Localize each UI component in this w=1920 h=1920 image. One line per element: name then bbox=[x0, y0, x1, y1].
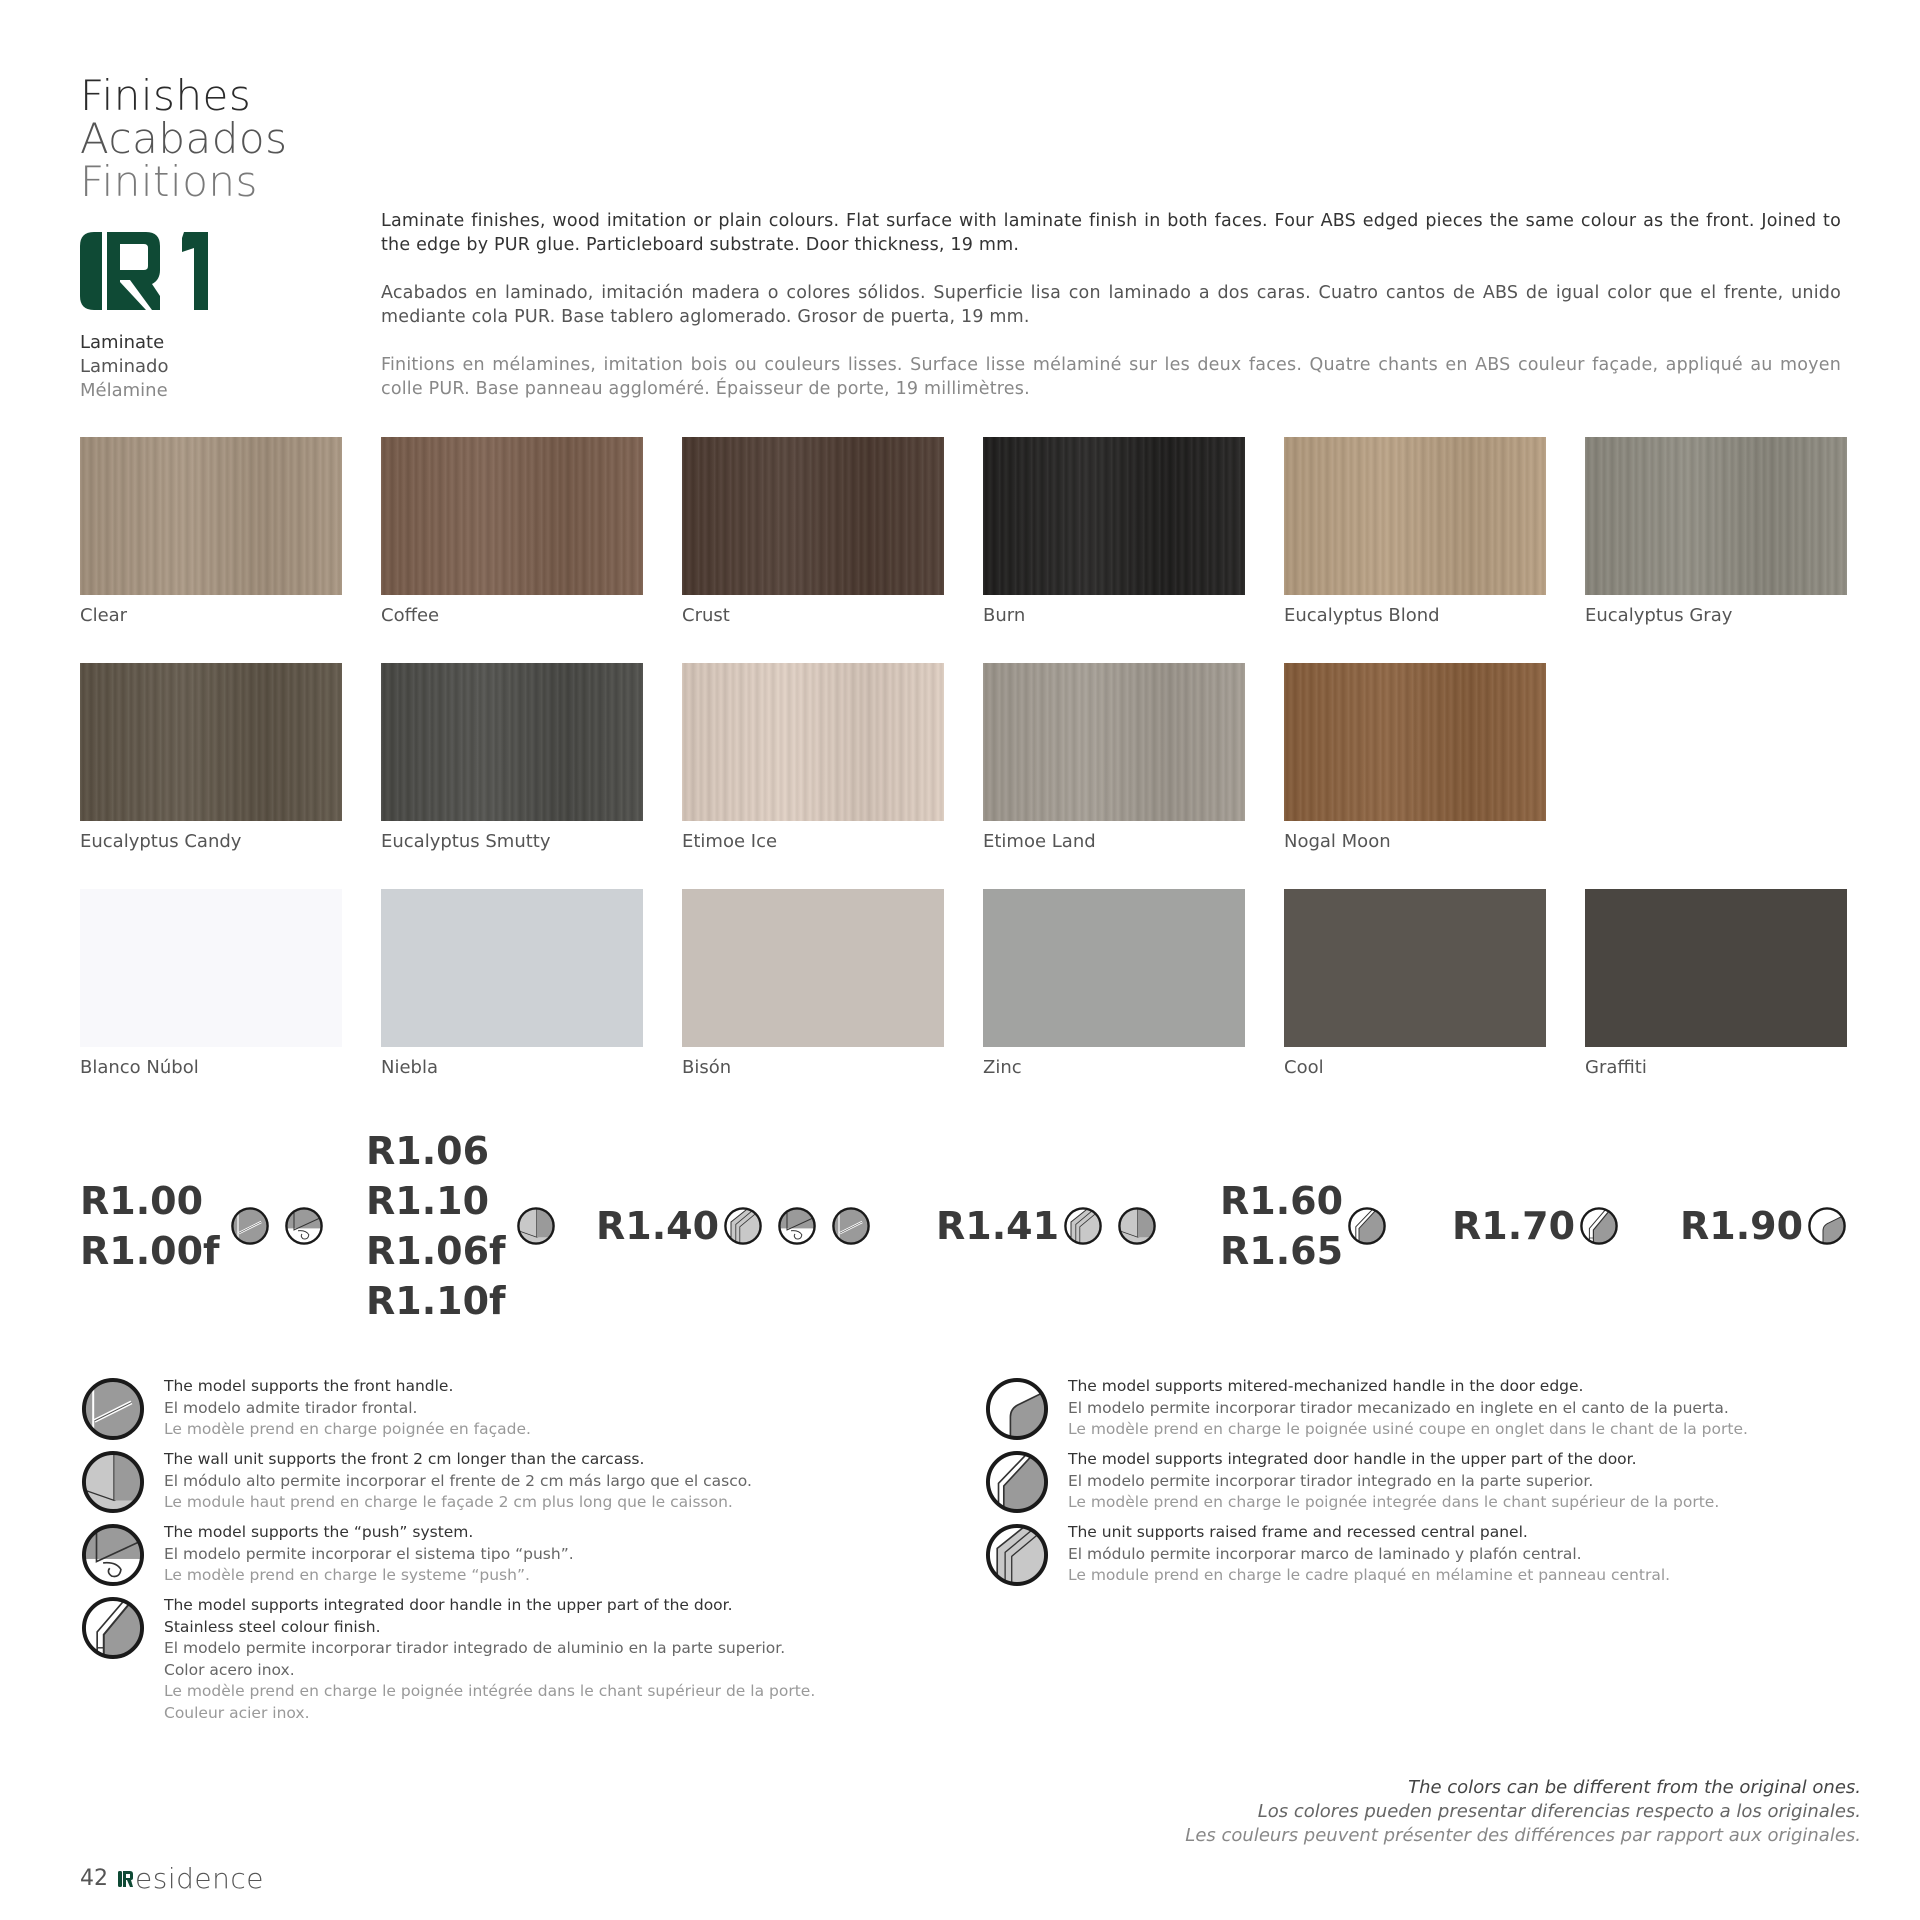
r1-logo-icon bbox=[80, 230, 210, 312]
finish-swatch bbox=[1284, 663, 1546, 821]
finish-swatch bbox=[80, 889, 342, 1047]
finish-swatch bbox=[983, 437, 1245, 595]
finish-swatch-label: Cool bbox=[1284, 1057, 1324, 1078]
legend-line-fr: Le module haut prend en charge le façade 2 cm plus long que le caisson. bbox=[164, 1493, 733, 1511]
legend-line-en: The unit supports raised frame and recessed central panel. bbox=[1068, 1523, 1528, 1541]
raised-frame-icon bbox=[723, 1206, 763, 1246]
finish-swatch-label: Eucalyptus Blond bbox=[1284, 605, 1440, 626]
front-longer-icon bbox=[80, 1449, 146, 1515]
integrated-handle-steel-icon bbox=[80, 1595, 146, 1661]
page-footer bbox=[80, 1862, 264, 1895]
model-code: R1.10 bbox=[366, 1179, 490, 1223]
legend-text bbox=[1068, 1449, 1719, 1514]
model-code-group bbox=[936, 1201, 1059, 1251]
finish-swatch bbox=[1284, 437, 1546, 595]
finish-swatch-label: Eucalyptus Smutty bbox=[381, 831, 551, 852]
mitered-handle-icon bbox=[1807, 1206, 1847, 1246]
model-code-group bbox=[596, 1201, 719, 1251]
finish-swatch bbox=[381, 663, 643, 821]
legend-line-es: Color acero inox. bbox=[164, 1660, 295, 1679]
raised-frame-icon bbox=[984, 1522, 1050, 1588]
model-code-group bbox=[366, 1126, 506, 1326]
raised-frame-icon bbox=[1063, 1206, 1103, 1246]
finish-swatch-label: Nogal Moon bbox=[1284, 831, 1391, 852]
finish-swatch-label: Graffiti bbox=[1585, 1057, 1647, 1078]
legend-line-fr: Le modèle prend en charge le poignée integrée dans le chant supérieur de la porte. bbox=[1068, 1493, 1720, 1511]
description-block bbox=[381, 209, 1841, 425]
page-title-block bbox=[80, 71, 288, 206]
subtitle-en: Laminate bbox=[80, 332, 165, 353]
color-disclaimer bbox=[1185, 1776, 1861, 1848]
finish-swatch bbox=[983, 663, 1245, 821]
push-system-icon bbox=[284, 1206, 324, 1246]
legend-line-fr: Couleur acier inox. bbox=[164, 1703, 310, 1722]
finish-swatch bbox=[80, 663, 342, 821]
legend-line-es: El modelo permite incorporar tirador integrado de aluminio en la parte superior. bbox=[164, 1639, 786, 1657]
finish-swatch bbox=[1284, 889, 1546, 1047]
legend-line-es: El modelo admite tirador frontal. bbox=[164, 1398, 418, 1417]
front-handle-icon bbox=[230, 1206, 270, 1246]
title-fr: Finitions bbox=[80, 157, 258, 206]
legend-line-es: El modelo permite incorporar el sistema tipo “push”. bbox=[164, 1544, 574, 1563]
page-number: 42 bbox=[80, 1866, 108, 1891]
legend-text bbox=[164, 1449, 752, 1514]
finish-swatch-label: Bisón bbox=[682, 1057, 732, 1078]
front-longer-icon bbox=[516, 1206, 556, 1246]
finish-swatch bbox=[381, 889, 643, 1047]
model-code: R1.70 bbox=[1452, 1204, 1576, 1248]
finish-swatch bbox=[80, 437, 342, 595]
mitered-handle-icon bbox=[984, 1376, 1050, 1442]
front-handle-icon bbox=[831, 1206, 871, 1246]
subtitle-es: Laminado bbox=[80, 356, 169, 377]
legend-text bbox=[164, 1522, 574, 1587]
model-code-group bbox=[1220, 1176, 1343, 1276]
legend-text bbox=[1068, 1522, 1670, 1587]
finish-swatch-label: Niebla bbox=[381, 1057, 438, 1078]
description-fr: Finitions en mélamines, imitation bois ou couleurs lisses. Surface lisse mélaminé sur les deux faces. Quatre chants en ABS couleur façade, appliqué au moyen colle PUR. Base panneau aggloméré. Épaisseur de porte, 19 millimètres. bbox=[381, 355, 1841, 399]
push-system-icon bbox=[777, 1206, 817, 1246]
legend-line-en: The wall unit supports the front 2 cm longer than the carcass. bbox=[164, 1450, 645, 1468]
legend-line-en: The model supports the “push” system. bbox=[164, 1523, 474, 1541]
finish-swatch-label: Eucalyptus Candy bbox=[80, 831, 242, 852]
finish-swatch-label: Blanco Núbol bbox=[80, 1057, 199, 1078]
finish-swatch-label: Zinc bbox=[983, 1057, 1022, 1078]
legend-line-en: The model supports integrated door handle in the upper part of the door. bbox=[164, 1596, 733, 1614]
finish-swatch-label: Etimoe Land bbox=[983, 831, 1096, 852]
subtitle-block bbox=[80, 331, 168, 403]
legend-line-en: The model supports mitered-mechanized handle in the door edge. bbox=[1068, 1377, 1584, 1395]
legend-line-fr: Le modèle prend en charge poignée en façade. bbox=[164, 1420, 531, 1438]
legend-text bbox=[164, 1376, 531, 1441]
title-en: Finishes bbox=[80, 71, 252, 120]
front-longer-icon bbox=[1117, 1206, 1157, 1246]
model-code-group bbox=[1452, 1201, 1575, 1251]
model-code: R1.06 bbox=[366, 1129, 490, 1173]
front-handle-icon bbox=[80, 1376, 146, 1442]
finish-swatch-label: Crust bbox=[682, 605, 730, 626]
finish-swatch-label: Etimoe Ice bbox=[682, 831, 778, 852]
finish-swatch bbox=[1585, 437, 1847, 595]
finish-swatch bbox=[381, 437, 643, 595]
model-code: R1.60 bbox=[1220, 1179, 1344, 1223]
model-code: R1.40 bbox=[596, 1204, 720, 1248]
brand-mark-icon bbox=[118, 1870, 134, 1888]
legend-line-en: The model supports integrated door handle in the upper part of the door. bbox=[1068, 1450, 1637, 1468]
model-code: R1.06f bbox=[366, 1229, 506, 1273]
model-code: R1.00 bbox=[80, 1179, 204, 1223]
model-code-group bbox=[80, 1176, 220, 1276]
disclaimer-fr: Les couleurs peuvent présenter des différences par rapport aux originales. bbox=[1185, 1825, 1861, 1846]
finish-swatch-label: Clear bbox=[80, 605, 128, 626]
legend-line-es: El módulo alto permite incorporar el frente de 2 cm más largo que el casco. bbox=[164, 1471, 752, 1490]
finish-swatch bbox=[682, 663, 944, 821]
legend-line-en: Stainless steel colour finish. bbox=[164, 1617, 381, 1636]
legend-line-fr: Le module prend en charge le cadre plaqué en mélamine et panneau central. bbox=[1068, 1566, 1671, 1584]
model-code: R1.90 bbox=[1680, 1204, 1804, 1248]
finish-swatch-label: Coffee bbox=[381, 605, 440, 626]
push-system-icon bbox=[80, 1522, 146, 1588]
finish-swatch bbox=[983, 889, 1245, 1047]
legend-line-es: El modelo permite incorporar tirador mecanizado en inglete en el canto de la puerta. bbox=[1068, 1398, 1729, 1417]
brand-name: esidence bbox=[135, 1862, 264, 1895]
legend-line-fr: Le modèle prend en charge le systeme “push”. bbox=[164, 1566, 530, 1584]
finish-swatch-label: Eucalyptus Gray bbox=[1585, 605, 1733, 626]
legend-line-es: El modelo permite incorporar tirador integrado en la parte superior. bbox=[1068, 1471, 1594, 1490]
legend-line-en: The model supports the front handle. bbox=[164, 1377, 454, 1395]
finish-swatch bbox=[1585, 889, 1847, 1047]
title-es: Acabados bbox=[80, 114, 288, 163]
finish-swatch-label: Burn bbox=[983, 605, 1026, 626]
integrated-handle-steel-icon bbox=[1579, 1206, 1619, 1246]
description-es: Acabados en laminado, imitación madera o colores sólidos. Superficie lisa con laminado a dos caras. Cuatro cantos de ABS de igual color que el frente, unido mediante cola PUR. Base tablero aglomerado. Grosor de puerta, 19 mm. bbox=[381, 283, 1841, 327]
model-code: R1.65 bbox=[1220, 1229, 1344, 1273]
integrated-handle-icon bbox=[1347, 1206, 1387, 1246]
description-en: Laminate finishes, wood imitation or plain colours. Flat surface with laminate finish in both faces. Four ABS edged pieces the same colour as the front. Joined to the edge by PUR glue. Particleboard substrate. Door thickness, 19 mm. bbox=[381, 211, 1841, 255]
model-code: R1.00f bbox=[80, 1229, 220, 1273]
model-code-group bbox=[1680, 1201, 1803, 1251]
integrated-handle-icon bbox=[984, 1449, 1050, 1515]
finish-swatch bbox=[682, 889, 944, 1047]
legend-line-fr: Le modèle prend en charge le poignée intégrée dans le chant supérieur de la porte. bbox=[164, 1682, 816, 1700]
model-code: R1.41 bbox=[936, 1204, 1060, 1248]
legend-text bbox=[1068, 1376, 1748, 1441]
legend-text bbox=[164, 1595, 815, 1724]
disclaimer-en: The colors can be different from the original ones. bbox=[1408, 1777, 1861, 1798]
model-code: R1.10f bbox=[366, 1279, 506, 1323]
legend-line-es: El módulo permite incorporar marco de laminado y plafón central. bbox=[1068, 1544, 1582, 1563]
finish-swatch bbox=[682, 437, 944, 595]
disclaimer-es: Los colores pueden presentar diferencias respecto a los originales. bbox=[1257, 1801, 1861, 1822]
subtitle-fr: Mélamine bbox=[80, 380, 168, 401]
legend-line-fr: Le modèle prend en charge le poignée usiné coupe en onglet dans le chant de la porte. bbox=[1068, 1420, 1748, 1438]
